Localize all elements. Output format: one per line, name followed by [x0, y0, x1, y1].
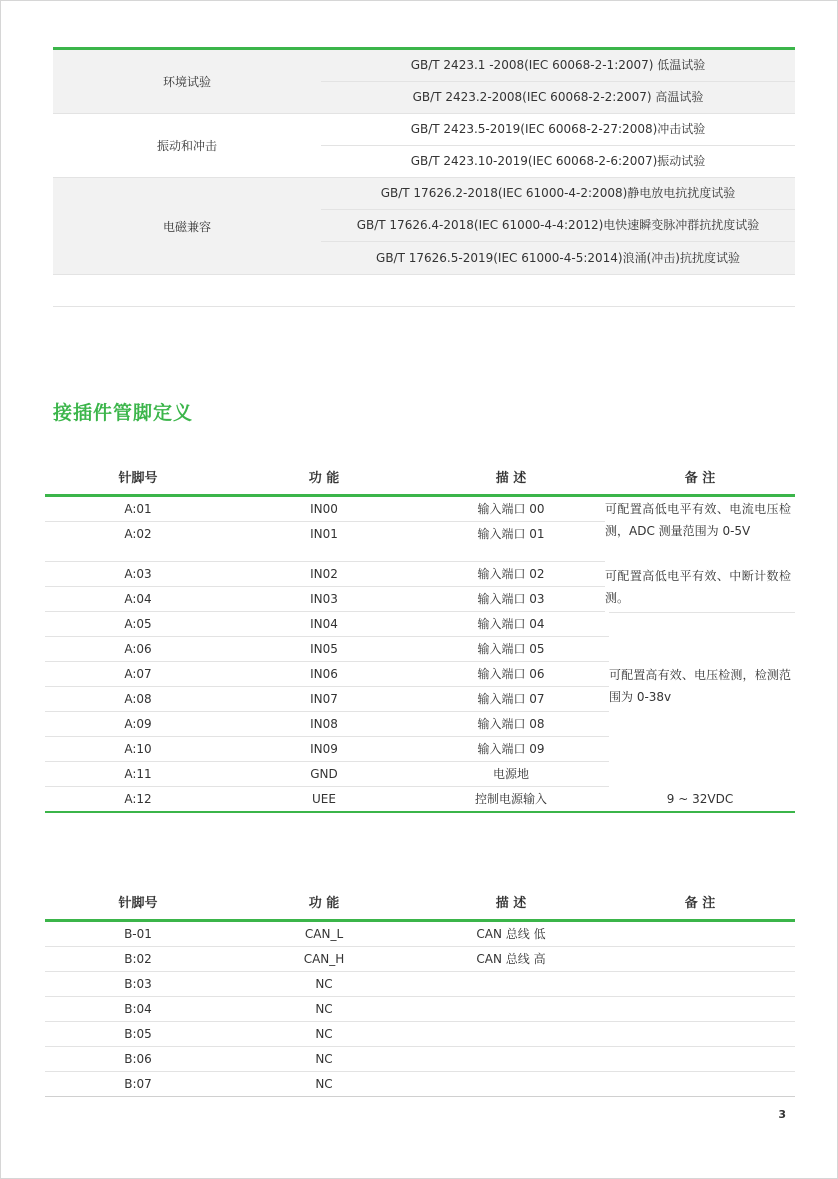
description-cell: CAN 总线 低 — [476, 927, 546, 941]
function-cell: IN01 — [310, 527, 338, 541]
description-cell: 输入端口 00 — [477, 502, 545, 516]
test-category: 振动和冲击 — [156, 139, 217, 153]
test-group-environment — [53, 50, 795, 114]
function-cell: IN09 — [310, 742, 338, 756]
pin-cell: A:08 — [124, 692, 152, 706]
pin-cell: A:02 — [124, 527, 152, 541]
test-standards-table — [53, 47, 795, 307]
table-row — [45, 922, 795, 947]
function-cell: IN08 — [310, 717, 338, 731]
table-row — [45, 947, 795, 972]
function-cell: NC — [315, 1027, 333, 1041]
function-cell: GND — [310, 767, 338, 781]
function-cell: IN05 — [310, 642, 338, 656]
pin-cell: A:12 — [124, 792, 152, 806]
description-cell — [417, 1072, 605, 1096]
pin-cell: B-01 — [124, 927, 152, 941]
note-cell-merged: 可配置高有效、电压检测，检测范围为 0-38v — [609, 613, 795, 787]
description-cell: 电源地 — [492, 767, 529, 781]
header-description: 描 述 — [495, 470, 527, 486]
note-cell: 9 ~ 32VDC — [666, 792, 734, 806]
pin-cell: A:05 — [124, 617, 152, 631]
description-cell: 输入端口 08 — [477, 717, 545, 731]
table-row — [45, 997, 795, 1022]
function-cell: IN07 — [310, 692, 338, 706]
section-title: 接插件管脚定义 — [53, 402, 194, 424]
function-cell: IN02 — [310, 567, 338, 581]
pin-cell: B:04 — [124, 1002, 152, 1016]
test-item: GB/T 2423.10-2019(IEC 60068-2-6:2007)振动试验 — [410, 154, 706, 168]
pin-cell: B:03 — [124, 977, 152, 991]
table-header — [45, 883, 795, 922]
pin-cell: A:01 — [124, 502, 152, 516]
function-cell: CAN_H — [303, 952, 345, 966]
description-cell: 输入端口 02 — [477, 567, 545, 581]
page-number: 3 — [778, 1108, 786, 1121]
function-cell: IN06 — [310, 667, 338, 681]
table-row — [45, 787, 795, 811]
function-cell: UEE — [312, 792, 336, 806]
description-cell: 输入端口 09 — [477, 742, 545, 756]
description-cell: 输入端口 04 — [477, 617, 545, 631]
table-row — [45, 972, 795, 997]
test-group-emc — [53, 178, 795, 275]
description-cell: CAN 总线 高 — [476, 952, 546, 966]
table-header — [45, 458, 795, 497]
function-cell: IN00 — [310, 502, 338, 516]
connector-a-body — [45, 497, 795, 813]
table-row — [45, 1047, 795, 1072]
header-note: 备 注 — [684, 470, 716, 486]
table-row — [45, 1022, 795, 1047]
test-category: 环境试验 — [162, 75, 211, 89]
description-cell: 输入端口 06 — [477, 667, 545, 681]
pin-cell: A:07 — [124, 667, 152, 681]
pin-cell: A:06 — [124, 642, 152, 656]
test-item: GB/T 17626.2-2018(IEC 61000-4-2:2008)静电放电抗扰度试验 — [321, 178, 795, 210]
header-pin: 针脚号 — [118, 470, 158, 486]
test-item: GB/T 2423.2-2008(IEC 60068-2-2:2007) 高温试验 — [412, 90, 704, 104]
test-item: GB/T 17626.5-2019(IEC 61000-4-5:2014)浪涌(冲击)抗扰度试验 — [376, 251, 740, 265]
pin-cell: A:09 — [124, 717, 152, 731]
note-cell-merged: 可配置高低电平有效、电流电压检测，ADC 测量范围为 0-5V — [605, 497, 795, 563]
test-group-vibration — [53, 114, 795, 178]
table-row — [45, 1072, 795, 1096]
function-cell: NC — [315, 977, 333, 991]
function-cell: NC — [315, 1077, 333, 1091]
header-function: 功 能 — [308, 895, 340, 911]
description-cell: 输入端口 01 — [477, 527, 545, 541]
test-item: GB/T 2423.1 -2008(IEC 60068-2-1:2007) 低温试验 — [321, 50, 795, 82]
function-cell: NC — [315, 1052, 333, 1066]
description-cell — [417, 997, 605, 1021]
description-cell — [417, 1047, 605, 1071]
note-cell-merged: 可配置高低电平有效、中断计数检测。 — [605, 564, 795, 613]
pin-cell: A:03 — [124, 567, 152, 581]
pin-cell: B:06 — [124, 1052, 152, 1066]
pin-cell: B:07 — [124, 1077, 152, 1091]
description-cell — [417, 972, 605, 996]
header-pin: 针脚号 — [118, 895, 158, 911]
description-cell: 输入端口 07 — [477, 692, 545, 706]
pin-cell: A:04 — [124, 592, 152, 606]
function-cell: CAN_L — [304, 927, 344, 941]
test-table-empty-row — [53, 275, 795, 307]
header-function: 功 能 — [308, 470, 340, 486]
pin-cell: A:10 — [124, 742, 152, 756]
pin-cell: A:11 — [124, 767, 152, 781]
connector-a-table — [45, 458, 795, 813]
header-note: 备 注 — [684, 895, 716, 911]
function-cell: NC — [315, 1002, 333, 1016]
function-cell: IN03 — [310, 592, 338, 606]
connector-b-body — [45, 922, 795, 1097]
header-description: 描 述 — [495, 895, 527, 911]
description-cell: 输入端口 03 — [477, 592, 545, 606]
test-item: GB/T 17626.4-2018(IEC 61000-4-4:2012)电快速瞬变脉冲群抗扰度试验 — [321, 210, 795, 242]
test-item: GB/T 2423.5-2019(IEC 60068-2-27:2008)冲击试验 — [321, 114, 795, 146]
description-cell — [417, 1022, 605, 1046]
pin-cell: B:02 — [124, 952, 152, 966]
function-cell: IN04 — [310, 617, 338, 631]
description-cell: 输入端口 05 — [477, 642, 545, 656]
connector-b-table — [45, 883, 795, 1097]
test-category: 电磁兼容 — [162, 219, 211, 234]
description-cell: 控制电源输入 — [474, 792, 547, 806]
pin-cell: B:05 — [124, 1027, 152, 1041]
